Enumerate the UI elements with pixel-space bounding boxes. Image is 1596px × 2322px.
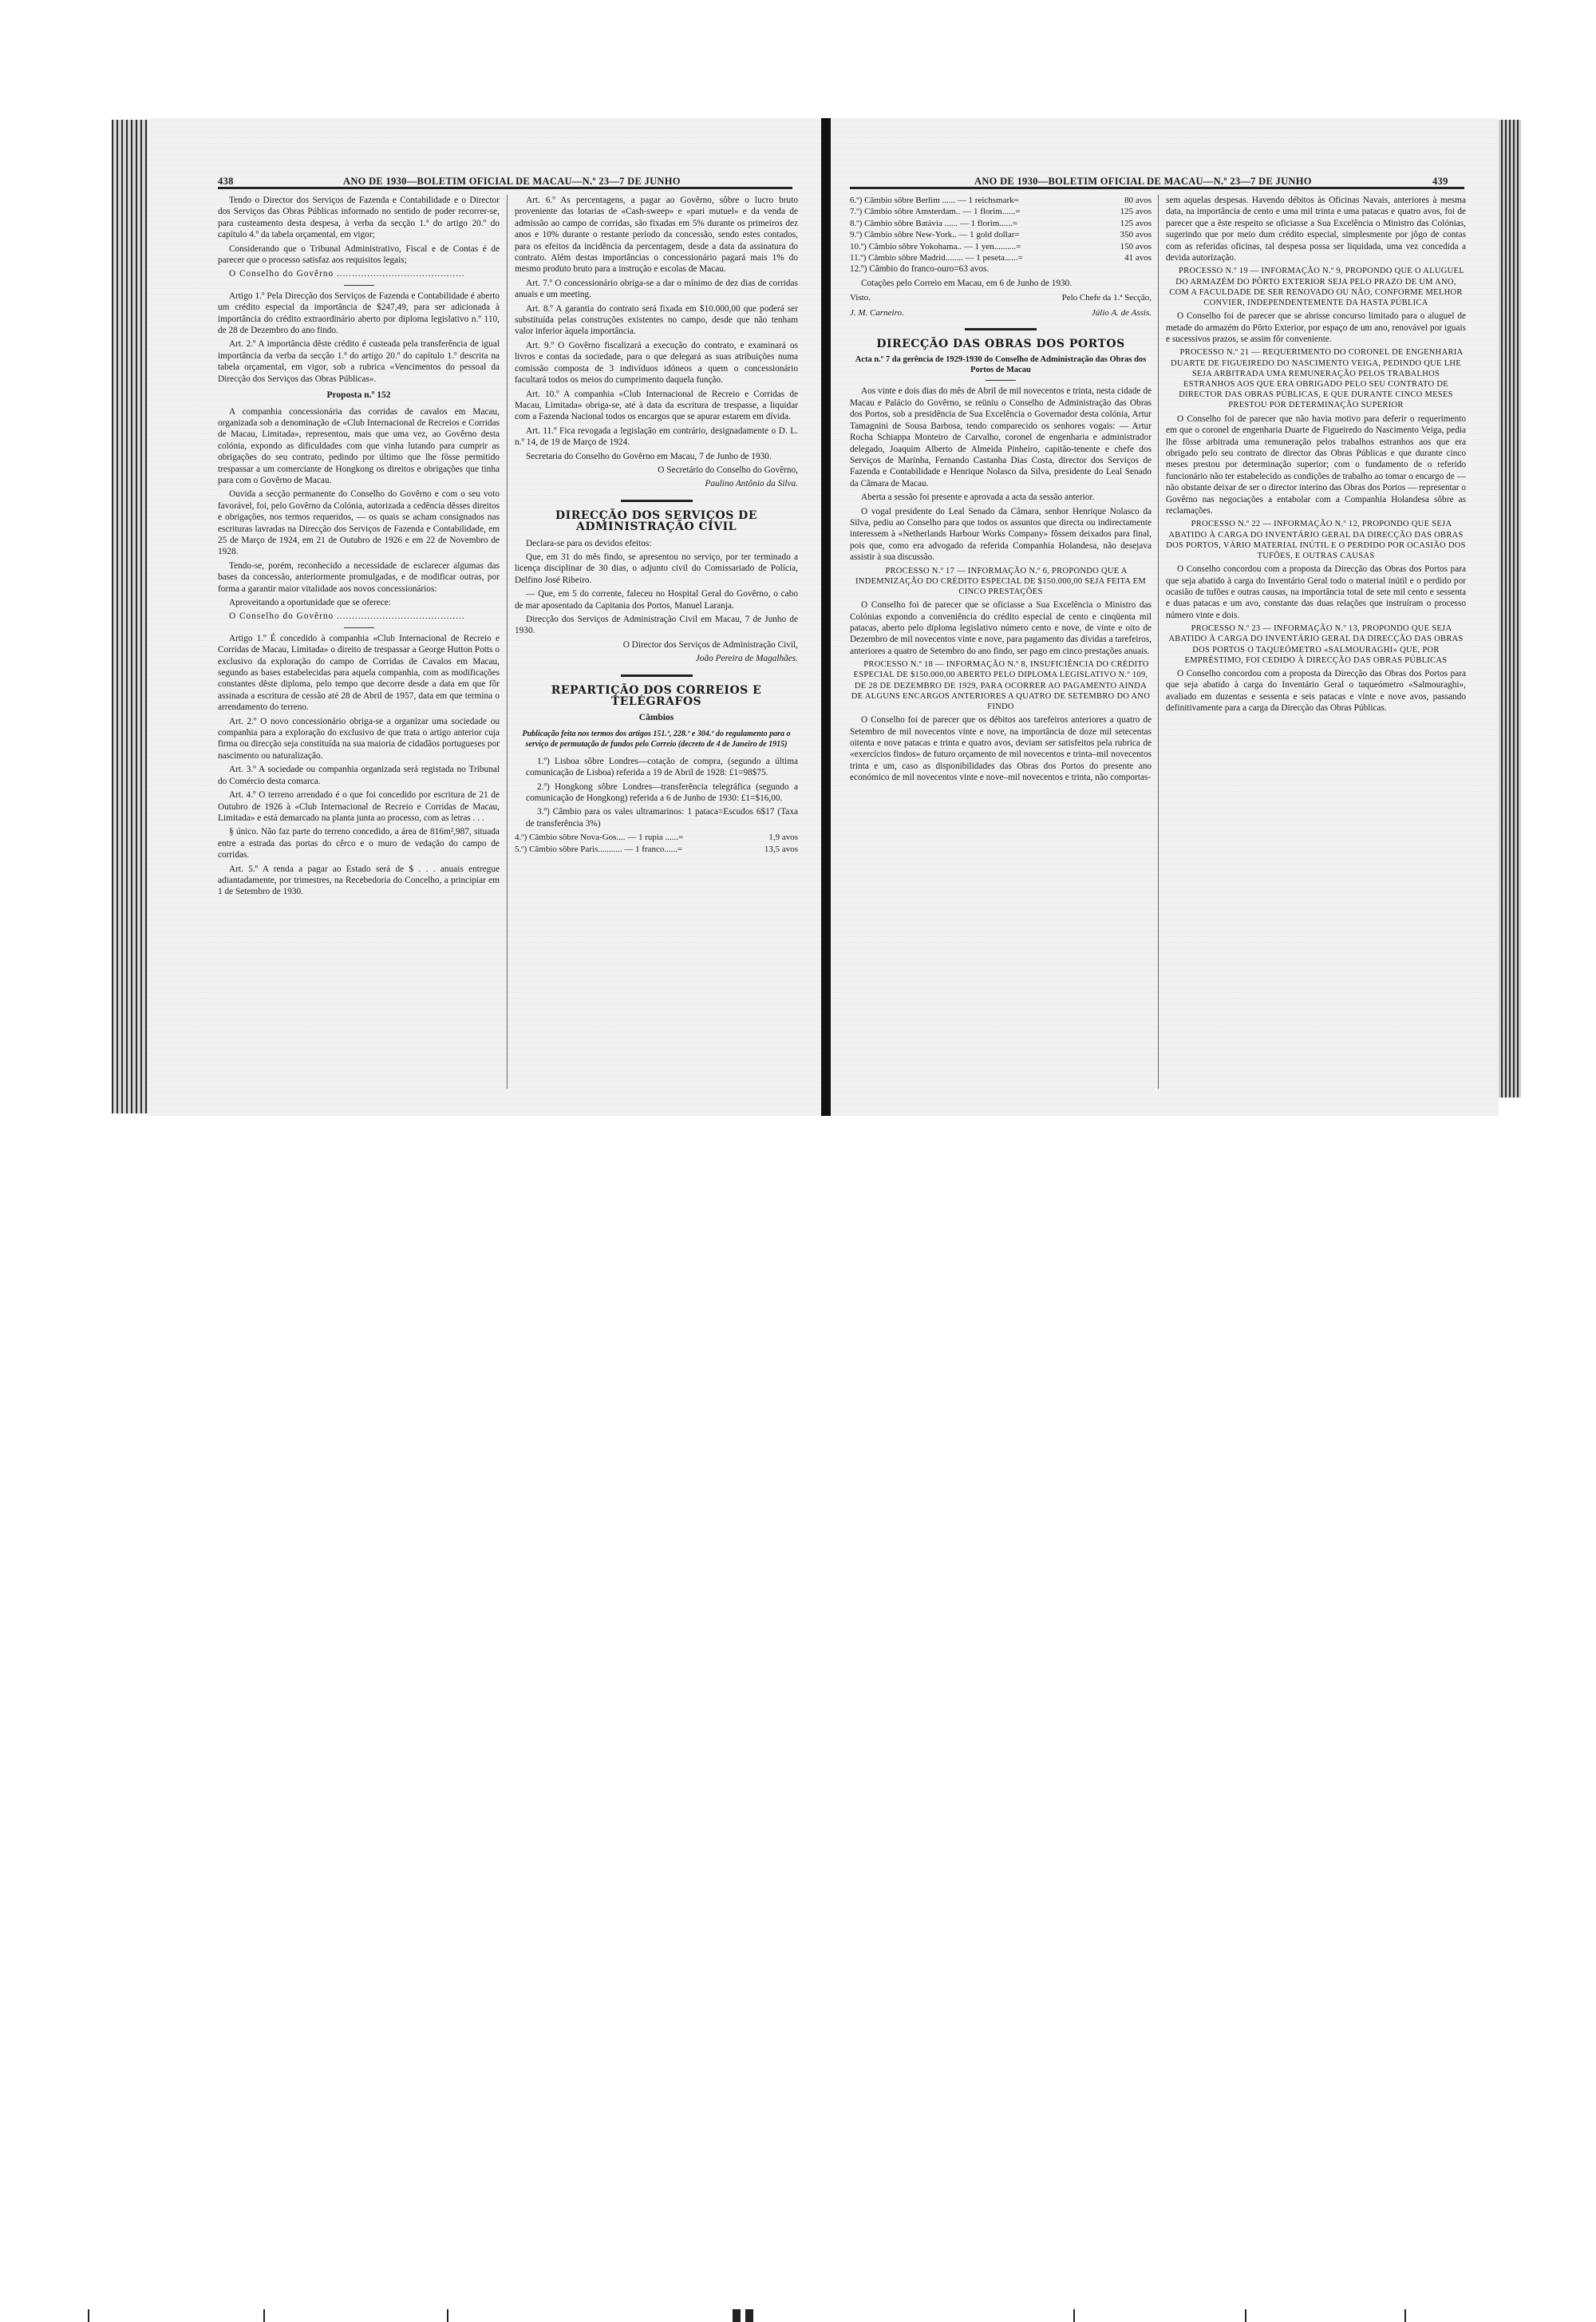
column-divider <box>1158 195 1159 1089</box>
signature-title: O Secretário do Conselho do Govêrno, <box>658 465 798 475</box>
paragraph: Ouvida a secção permanente do Conselho do Govêrno e com o seu voto favorável, foi, pelo Govêrno da Colónia, autorizada a cedência dêsses direitos e obrigações, nos termos requeridos, — os quais se acham consignados nas escrituras lavradas na Direcção dos Serviços de Fazenda e Contabilidade, em 25 de Março de 1924, em 21 de Outubro de 1926 e em 22 de Novembro de 1928. <box>218 489 500 557</box>
right-page-number: 439 <box>1432 176 1448 187</box>
rate-label: 7.º) Câmbio sôbre Amsterdam.. — 1 florim......= <box>850 207 1021 217</box>
exchange-rate-row <box>850 195 1152 206</box>
paragraph: Art. 3.º A sociedade ou companhia organizada será registada no Tribunal do Comércio desta comarca. <box>218 765 500 786</box>
paragraph: Aproveitando a oportunidade que se oferece: <box>229 598 391 607</box>
rate-value: 125 avos <box>1120 207 1152 217</box>
exchange-rate-row <box>515 844 798 855</box>
rates-list <box>850 195 1152 263</box>
section-heading-administracao-civil: DIRECÇÃO DOS SERVIÇOS DE ADMINISTRAÇÃO CIVIL <box>555 508 757 534</box>
exchange-rate-row <box>850 229 1152 240</box>
film-mark <box>263 2309 265 2322</box>
paragraph: O Conselho foi de parecer que os débitos aos tarefeiros anteriores a quatro de Setembro de mil novecentos vinte e nove, na importância de doze mil setecentas oitenta e nove patacas e trinta e quatro avos, deviam ser satisfeitos pela rubrica de «exercícios findos» de futuro orçamento de mil novecentos e trinta–mil novecentos trinta e um, caso as disponibilidades das Obras dos Portos do presente ano económico de mil novecentos vinte e nove–mil novecentos e trinta, não comportas- <box>850 715 1152 783</box>
paragraph: Declara-se para os devidos efeitos: <box>526 538 652 548</box>
processo-heading: PROCESSO N.º 23 — INFORMAÇÃO N.º 13, PROPONDO QUE SEJA ABATIDO À CARGA DO INVENTÁRIO GERAL DA DIRECÇÃO DAS OBRAS DOS PORTOS O TAQUEÓMETRO «SALMOURAGHI» QUE, POR EMPRÉSTIMO, FOI CEDIDO À DIRECÇÃO DAS OBRAS PÚBLICAS <box>1168 624 1464 665</box>
processo-heading: PROCESSO N.º 18 — INFORMAÇÃO N.º 8, INSUFICIÊNCIA DO CRÉDITO ESPECIAL DE $150.000,00 ABERTO PELO DIPLOMA LEGISLATIVO N.º 109, DE 28 DE DEZEMBRO DE 1929, PARA OCORRER AO PAGAMENTO AINDA DE ALGUNS ENCARGOS ANTERIORES A QUATRO DE SETEMBRO DO ANO FINDO <box>851 660 1151 712</box>
section-heading-correios: REPARTIÇÃO DOS CORREIOS E TELÉGRAFOS <box>551 683 762 709</box>
chefe-name: Júlio A. de Assis. <box>1091 307 1152 318</box>
signature-title: O Director dos Serviços de Administração Civil, <box>622 639 798 650</box>
book-gutter <box>821 118 831 1116</box>
processo-heading: PROCESSO N.º 22 — INFORMAÇÃO N.º 12, PROPONDO QUE SEJA ABATIDO À CARGA DO INVENTÁRIO GERAL DA DIRECÇÃO DAS OBRAS DOS PORTOS, VÁRIO MATERIAL INÚTIL E O PERDIDO POR OCASIÃO DOS TUFÕES, E OUTRAS CAUSAS <box>1166 520 1466 560</box>
right-column-2 <box>1166 195 1466 717</box>
right-column-1 <box>850 195 1152 786</box>
paragraph: Aos vinte e dois dias do mês de Abril de mil novecentos e trinta, nesta cidade de Macau e Palácio do Govêrno, se reüniu o Conselho de Administração das Obras dos Portos, sob a presidência de Sua Excelência o Governador desta colónia, Artur Tamagnini de Sousa Barbosa, tendo comparecido os senhores vogais: — Artur Rocha Schiappa Monteiro de Carvalho, coronel de engenharia e administrador delegado, Joaquim Alberto de Almeida Pinheiro, capitão-tenente e chefe dos Serviços de Marinha, Fernando Castanha Dias Costa, director dos Serviços de Fazenda e Contabilidade e Henrique Nolasco da Silva, presidente do Leal Senado da Câmara de Macau. <box>850 386 1152 489</box>
separator <box>986 380 1016 381</box>
left-header-rule <box>218 187 792 189</box>
film-mark <box>1073 2309 1075 2322</box>
paragraph: O Conselho do Govêrno .......................................... <box>229 611 465 622</box>
film-edge-strip <box>0 1153 1596 1169</box>
exchange-item: 3.º) Câmbio para os vales ultramarinos: 1 pataca=Escudos 6$17 (Taxa de transferência 3%) <box>526 807 798 829</box>
paragraph: Art. 7.º O concessionário obriga-se a dar o mínimo de dez dias de corridas anuais e um meeting. <box>515 278 798 300</box>
separator <box>344 285 374 286</box>
rate-value: 80 avos <box>1124 196 1152 205</box>
paragraph: — Que, em 5 do corrente, faleceu no Hospital Geral do Govêrno, o cabo de mar aposentado da Capitania dos Portos, Manuel Laranja. <box>515 589 798 611</box>
section-separator <box>621 500 693 502</box>
rate-value: 150 avos <box>1120 241 1152 251</box>
paragraph: O Conselho concordou com a proposta da Direcção das Obras dos Portos para que seja abatido à carga do Inventário Geral o taqueómetro «Salmouraghi», avaliado em duzentas e sessenta e seis patacas e vinte e nove avos, passando definitivamente para a carga da Direcção das Obras Públicas. <box>1166 669 1466 714</box>
exchange-rate-row <box>850 206 1152 217</box>
section-separator <box>965 328 1037 330</box>
rate-label: 9.º) Câmbio sôbre New-York.. — 1 gold dollar= <box>850 230 1020 240</box>
left-running-header: ANO DE 1930—BOLETIM OFICIAL DE MACAU—N.º 23—7 DE JUNHO <box>343 176 681 187</box>
exchange-rate-row <box>850 241 1152 252</box>
processo-heading: PROCESSO N.º 19 — INFORMAÇÃO N.º 9, PROPONDO QUE O ALUGUEL DO ARMAZÉM DO PÔRTO EXTERIOR SEJA PELO PRAZO DE UM ANO, COM A FACULDADE DE SER RENOVADO OU NÃO, CONFORME MELHOR CONVIER, INDEPENDENTEMENTE DA HASTA PÚBLICA <box>1169 267 1464 308</box>
exchange-rate-row <box>850 218 1152 229</box>
rate-label: 4.º) Câmbio sôbre Nova-Gos.... — 1 rupia ......= <box>515 833 684 843</box>
separator <box>344 627 374 628</box>
exchange-rate-row <box>850 252 1152 263</box>
paragraph: O Conselho concordou com a proposta da Direcção das Obras dos Portos para que seja abatido à carga do Inventário Geral todo o material inútil e o perdido por ocasião de tufões e outras causas, na importância total de sete mil cento e sessenta e duas patacas e um avo, constante das duas relações que instruíram o processo número vinte e dois. <box>1166 564 1466 620</box>
right-running-header: ANO DE 1930—BOLETIM OFICIAL DE MACAU—N.º 23—7 DE JUNHO <box>974 176 1312 187</box>
paragraph: Considerando que o Tribunal Administrativo, Fiscal e de Contas é de parecer que o processo satisfaz aos requisitos legais; <box>218 243 500 266</box>
paragraph: Tendo-se, porém, reconhecido a necessidade de esclarecer algumas das bases da concessão, anteriormente promulgadas, e de modificar outras, por forma a garantir maior vitalidade aos novos concessionários: <box>218 560 500 594</box>
rate-label: 6.º) Câmbio sôbre Berlim ...... — 1 reichsmark= <box>850 196 1019 205</box>
paragraph: O Conselho do Govêrno .......................................... <box>229 269 465 279</box>
paragraph: Art. 6.º As percentagens, a pagar ao Govêrno, sôbre o lucro bruto proveniente das lotarias de «Cash-sweep» e «pari mutuel» e da venda de admissão ao campo de corridas, são fixadas em 5% durante os primeiros dez anos e 10% durante o restante período da concessão, sendo estes contados, para os efeitos da incidência da percentagem, desde a data da assinatura do contrato. Além destas importâncias o concessionário pagará mais 1% do mesmo produto bruto para a instrução e escolas de Macau. <box>515 196 798 275</box>
chefe-label: Pelo Chefe da 1.ª Secção, <box>1061 293 1152 303</box>
rate-label: 10.º) Câmbio sôbre Yokohama.. — 1 yen..........= <box>850 241 1021 251</box>
paragraph: Cotações pelo Correio em Macau, em 6 de Junho de 1930. <box>861 278 1073 288</box>
rate-label: 11.º) Câmbio sôbre Madrid........ — 1 peseta......= <box>850 253 1023 263</box>
paragraph: Art. 10.º A companhia «Club Internacional de Recreio e Corridas de Macau, Limitada» obriga-se, até à data da escritura de trespasse, a liquidar com a Fazenda Nacional todos os encargos que se apurar estarem em dívida. <box>515 389 798 422</box>
film-mark <box>1245 2309 1246 2322</box>
exchange-item: 2.º) Hongkong sôbre Londres—transferência telegráfica (segundo a comunicação de Hongkong) referida a 6 de Junho de 1930: £1=$16,00. <box>526 781 798 804</box>
rate-value: 350 avos <box>1120 230 1152 240</box>
paragraph: Aberta a sessão foi presente e aprovada a acta da sessão anterior. <box>861 492 1095 503</box>
paragraph: Art. 8.º A garantia do contrato será fixada em $10.000,00 que poderá ser substituída pelas construções existentes no campo, desde que não tenham valor inferior àquela importância. <box>515 303 798 337</box>
page-stack-right <box>1499 120 1521 1098</box>
rate-value: 125 avos <box>1120 218 1152 228</box>
film-mark <box>745 2309 753 2322</box>
exchange-rate-row <box>515 832 798 843</box>
paragraph: Secretaria do Conselho do Govêrno em Macau, 7 de Junho de 1930. <box>526 451 772 461</box>
paragraph: O Conselho foi de parecer que não havia motivo para deferir o requerimento em que o coronel de engenharia Duarte de Figueiredo do Nascimento Veiga, pedia lhe fôsse arbitrada uma remuneração pelos trabalhos estranhos aos que era obrigado pelo seu contrato de director das Obras Públicas e que durante cinco meses prestou por determinação superior; com o fundamento de o referido funcionário não ter estabelecido as condições de trabalho ao tomar o encargo de — não obstante deixar de ser o director interino das Obras dos Portos — representar o Govêrno nas negociações a entabolar com a Companhia Holandesa sôbre as reclamações. <box>1166 413 1466 516</box>
exchange-item: 1.º) Lisboa sôbre Londres—cotação de compra, (segundo a última comunicação de Lisboa) referida a 19 de Abril de 1928: £1=98$75. <box>526 756 798 778</box>
left-column-2 <box>515 195 798 855</box>
processo-heading: PROCESSO N.º 21 — REQUERIMENTO DO CORONEL DE ENGENHARIA DUARTE DE FIGUEIREDO DO NASCIMENTO VEIGA, PEDINDO QUE LHE SEJA ARBITRADA UMA REMUNERAÇÃO PELOS TRABALHOS ESTRANHOS AOS QUE ERA OBRIGADO PELO SEU CONTRATO DE DIRECTOR DAS OBRAS PÚBLICAS, E QUE DURANTE CINCO MESES PRESTOU POR DETERMINAÇÃO SUPERIOR <box>1170 348 1464 410</box>
visto-name: J. M. Carneiro. <box>850 307 904 318</box>
film-mark <box>733 2309 741 2322</box>
paragraph: O Conselho foi de parecer que se oficiasse a Sua Excelência o Ministro das Colónias expondo a conveniência do crédito especial de cento e cinqüenta mil patacas, aberto pelo diploma legislativo número cento e nove, de vinte e oito de Dezembro de mil novecentos vinte e nove, para pagamento das dívidas a tarefeiros, anteriores a quatro de Setembro do ano findo, ser pago em cinco prestações anuais. <box>850 600 1152 656</box>
paragraph: § único. Não faz parte do terreno concedido, a área de 816m²,987, situada entre a estrada das portas do cêrco e o muro de vedação do campo de corridas. <box>218 827 500 860</box>
processo-heading: PROCESSO N.º 17 — INFORMAÇÃO N.º 6, PROPONDO QUE A INDEMNIZAÇÃO DO CRÉDITO ESPECIAL DE $150.000,00 SEJA FEITA EM CINCO PRESTAÇÕES <box>855 566 1146 596</box>
left-page <box>148 118 821 1116</box>
paragraph: Art. 2.º O novo concessionário obriga-se a organizar uma sociedade ou companhia para a exploração do exclusivo de que trata o artigo anterior cuja firma ou direcção seja constituída na sua maioria de cidadãos portugueses por nascimento ou naturalização. <box>218 716 500 761</box>
rate-value: 13,5 avos <box>764 844 798 854</box>
section-heading-obras-dos-portos: DIRECÇÃO DAS OBRAS DOS PORTOS <box>876 338 1125 351</box>
paragraph: Tendo o Director dos Serviços de Fazenda e Contabilidade e o Director dos Serviços das Obras Públicas informado no sentido de poder recorrer-se, para custeamento desta despesa, à verba da secção 1.ª do artigo 20.º do capítulo 4.º da tabela orçamental, em vigor; <box>218 196 500 240</box>
cambios-subheading: Publicação feita nos termos dos artigos 151.º, 228.º e 304.º do regulamento para o serviço de permutação de fundos pelo Correio (decreto de 4 de Janeiro de 1915) <box>522 729 791 749</box>
paragraph: Que, em 31 do mês findo, se apresentou no serviço, por ter terminado a licença disciplinar de 30 dias, o adjunto civil do Comissariado de Polícia, Delfino José Ribeiro. <box>515 552 798 585</box>
paragraph: sem aquelas despesas. Havendo débitos às Oficinas Navais, anteriores à mesma data, na importância de cento e uma mil trinta e uma patacas e quatro avos, foi de parecer que a êste respeito se oficiasse a Sua Excelência o Ministro das Colónias, sugerindo que por meio dum crédito especial, simplesmente por jôgo de contas com as referidas oficinas, tal despesa possa ser liquidada, uma vez concedida a devida autorização. <box>1166 196 1466 263</box>
rate-value: 1,9 avos <box>768 833 798 843</box>
left-page-number: 438 <box>218 176 234 187</box>
left-column-1 <box>218 195 500 900</box>
right-page <box>831 118 1499 1116</box>
paragraph: Artigo 1.º Pela Direcção dos Serviços de Fazenda e Contabilidade é aberto um crédito especial da importância de $247,49, para ser adicionada à importância do crédito extraordinário aberto por diploma legislativo n.º 110, de 28 de Dezembro do ano findo. <box>218 291 500 336</box>
paragraph: Art. 4.º O terreno arrendado é o que foi concedido por escritura de 21 de Outubro de 1926 à «Club Internacional de Recreio e Corridas de Macau, Limitada» e está demarcado na planta junta ao processo, com as letras . . . <box>218 790 500 823</box>
cambios-heading: Câmbios <box>638 713 674 723</box>
paragraph: Artigo 1.º É concedido à companhia «Club Internacional de Recreio e Corridas de Macau, Limitada» o direito de trespassar a George Hutton Potts o exclusivo da exploração do campo de Corridas de Cavalos em Macau, segundo as bases estabelecidas para aquela companhia, com as modificações constantes dêste diploma, pelo tempo que decorre desde a data em que fôr assinada a escritura de cessão até 28 de Abril de 1957, data em que termina o arrendamento do terreno. <box>218 633 500 713</box>
paragraph: Direcção dos Serviços de Administração Civil em Macau, 7 de Junho de 1930. <box>515 615 798 636</box>
paragraph: A companhia concessionária das corridas de cavalos em Macau, organizada sob a denominação de «Club Internacional de Recreios e Corridas de Macau, Limitada», representou, mais que uma vez, ao Govêrno desta colónia, expondo as dificuldades com que vinha lutando para cumprir as obrigações do seu contrato, pedindo por último que lhe fôsse permitido trespassar a um comerciante de Hongkong os direitos e obrigações que tinha para com o Govêrno de Macau. <box>218 406 500 485</box>
right-header-rule <box>850 187 1464 189</box>
visto-line <box>850 292 1152 303</box>
film-mark <box>447 2309 448 2322</box>
rate-label: 8.º) Câmbio sôbre Batávia ...... — 1 florim......= <box>850 218 1018 228</box>
acta-subheading: Acta n.º 7 da gerência de 1929-1930 do Conselho de Administração das Obras dos Portos de Macau <box>855 355 1147 375</box>
column-divider <box>507 195 508 1089</box>
section-separator <box>621 674 693 677</box>
paragraph: Art. 11.º Fica revogada a legislação em contrário, designadamente o D. L. n.º 14, de 19 de Março de 1924. <box>515 425 798 448</box>
signature-name: Paulino Antônio da Silva. <box>705 479 798 489</box>
paragraph: Art. 2.º A importância dêste crédito é custeada pela transferência de igual importância da verba da secção 1.ª do artigo 20.º do capítulo 1.º descrita na tabela orçamental, em vigor, sob a rubrica «Vencimentos do pessoal da Direcção dos Serviços das Obras Públicas». <box>218 339 500 384</box>
paragraph: O Conselho foi de parecer que se abrisse concurso limitado para o aluguel de metade do armazém do Pôrto Exterior, por espaço de um ano, renovável por iguais e sucessivos prazos, se assim fôr conveniente. <box>1166 311 1466 345</box>
exchange-item: 12.º) Câmbio do franco-ouro=63 avos. <box>850 264 990 275</box>
paragraph: Art. 5.º A renda a pagar ao Estado será de $ . . . anuais entregue adiantadamente, por trimestres, na Recebedoria do Concelho, a principiar em 1 de Setembro de 1930. <box>218 864 500 897</box>
visto-label: Visto. <box>850 293 871 303</box>
paragraph: O vogal presidente do Leal Senado da Câmara, senhor Henrique Nolasco da Silva, pediu ao Conselho para que todos os assuntos que directa ou indirectamente interessem à «Netherlands Harbour Works Company» fôssem deixados para final, pois que, como era advogado da referida Companhia Holandesa, não desejava assistir à sua discussão. <box>850 506 1152 563</box>
proposta-heading: Proposta n.º 152 <box>326 390 391 401</box>
signature-name: João Pereira de Magalhães. <box>695 654 798 664</box>
rate-label: 5.º) Câmbio sôbre Paris........... — 1 franco......= <box>515 844 683 854</box>
film-mark <box>88 2309 89 2322</box>
rate-value: 41 avos <box>1124 253 1152 263</box>
visto-names <box>850 307 1152 318</box>
film-mark <box>1404 2309 1406 2322</box>
page-stack-left <box>112 120 148 1114</box>
paragraph: Art. 9.º O Govêrno fiscalizará a execução do contrato, e examinará os livros e contas da sociedade, para o que delegará as suas atribuições numa comissão composta de 3 indivíduos idóneos a quem o concessionário facultará todos os meios do cumprimento daquela função. <box>515 340 798 386</box>
